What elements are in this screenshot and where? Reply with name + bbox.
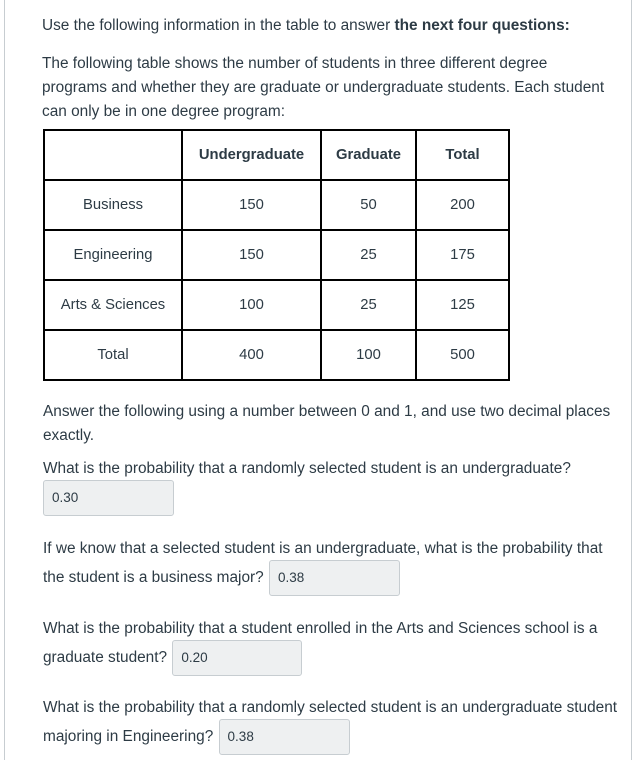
intro-lead: Use the following information in the table to answer the next four questions: bbox=[42, 17, 570, 34]
answer-input-2[interactable]: 0.38 bbox=[269, 560, 400, 596]
table-cell: 25 bbox=[321, 230, 416, 280]
table-header-row bbox=[44, 130, 509, 180]
table-cell: 50 bbox=[321, 180, 416, 230]
question-1-text: What is the probability that a randomly selected student is an undergraduate? bbox=[43, 460, 571, 477]
table-cell: 100 bbox=[321, 330, 416, 380]
answer-input-1[interactable]: 0.30 bbox=[43, 480, 174, 516]
table-row bbox=[44, 230, 509, 280]
table-row bbox=[44, 180, 509, 230]
table-header-cell: Graduate bbox=[321, 130, 416, 180]
table-header-cell: Undergraduate bbox=[182, 130, 321, 180]
table-cell: 500 bbox=[416, 330, 509, 380]
question-2-line1: If we know that a selected student is an undergraduate, what is the probability that bbox=[43, 540, 603, 557]
table-cell: 100 bbox=[182, 280, 321, 330]
answer-input-3[interactable]: 0.20 bbox=[172, 640, 302, 676]
question-3-row bbox=[43, 640, 302, 676]
question-3-line1: What is the probability that a student enrolled in the Arts and Sciences school is a bbox=[43, 620, 598, 637]
table-cell: 25 bbox=[321, 280, 416, 330]
question-2-line2: the student is a business major? bbox=[43, 569, 264, 586]
intro-lead-bold: the next four questions: bbox=[394, 17, 570, 34]
table-cell: Total bbox=[44, 330, 182, 380]
instruction-text: Answer the following using a number between 0 and 1, and use two decimal places exactly. bbox=[43, 403, 611, 444]
question-3-line2: graduate student? bbox=[43, 649, 168, 666]
table-cell: 125 bbox=[416, 280, 509, 330]
question-2-row bbox=[43, 560, 400, 596]
intro-description: The following table shows the number of students in three different degree programs and whether they are graduate or undergraduate students. Each student can only be in one degree program: bbox=[42, 55, 605, 120]
table-cell: Business bbox=[44, 180, 182, 230]
question-4-row bbox=[43, 719, 350, 755]
table-row bbox=[44, 330, 509, 380]
data-table bbox=[43, 129, 510, 381]
table-cell: Arts & Sciences bbox=[44, 280, 182, 330]
table-cell: 150 bbox=[182, 180, 321, 230]
table-cell: 200 bbox=[416, 180, 509, 230]
table-cell: 175 bbox=[416, 230, 509, 280]
table-cell: Engineering bbox=[44, 230, 182, 280]
answer-input-4[interactable]: 0.38 bbox=[219, 719, 350, 755]
table-row bbox=[44, 280, 509, 330]
table-header-cell bbox=[44, 130, 182, 180]
question-4-line2: majoring in Engineering? bbox=[43, 728, 214, 745]
table-cell: 400 bbox=[182, 330, 321, 380]
question-4-line1: What is the probability that a randomly selected student is an undergraduate student bbox=[43, 699, 618, 716]
table-header-cell: Total bbox=[416, 130, 509, 180]
table-cell: 150 bbox=[182, 230, 321, 280]
